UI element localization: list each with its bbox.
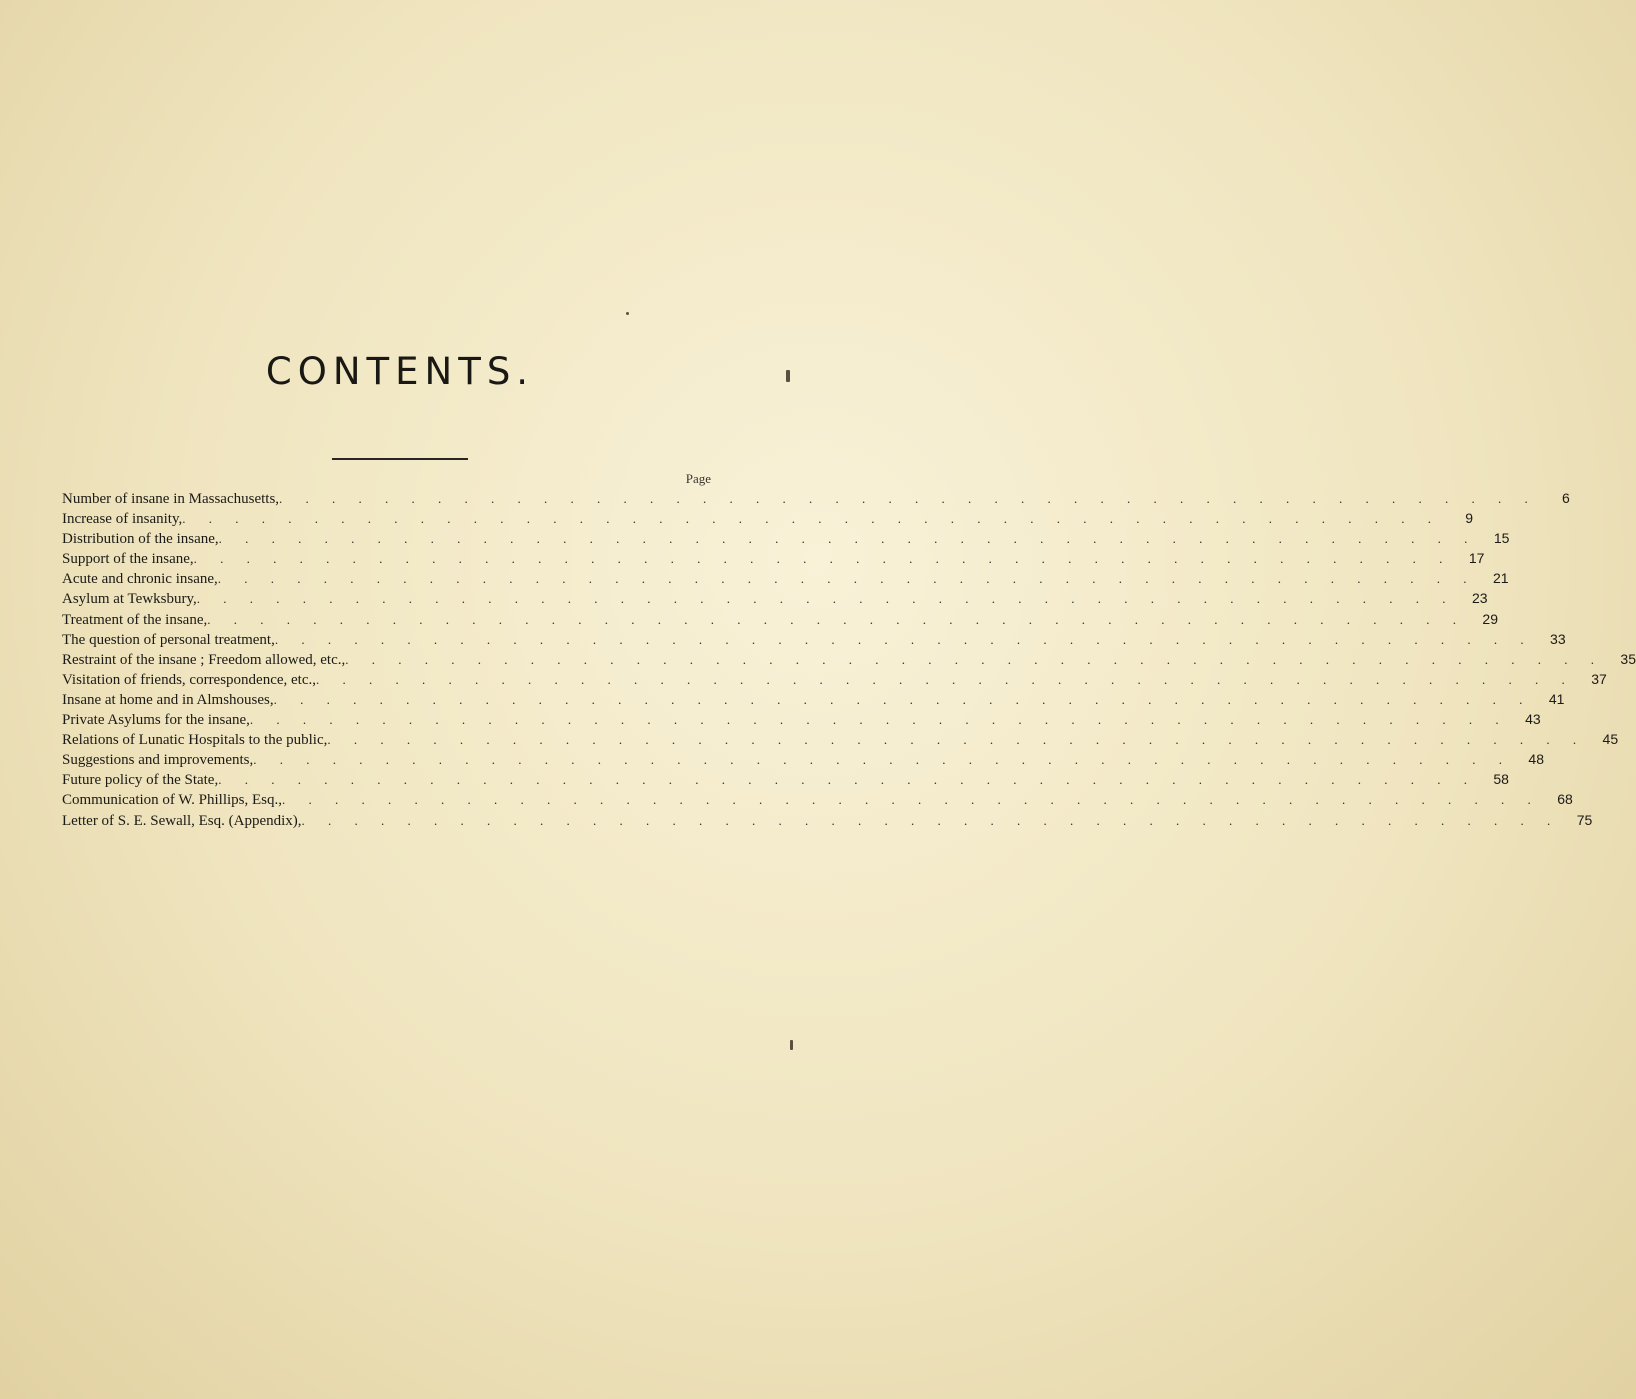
toc-entry-page: 21 [1492,570,1509,587]
dot-leader: . . . . . . . . . . . . . . . . . . . . . . . . . . . . . . . . . . . . . . . . . . . . . . . . [301,812,1561,828]
dot-leader: . . . . . . . . . . . . . . . . . . . . . . . . . . . . . . . . . . . . . . . . . . . . . . . . [217,571,1477,587]
toc-entry [62,508,1473,528]
toc-entry-page: 41 [1548,690,1565,707]
toc-entry-title: Letter of S. E. Sewall, Esq. (Appendix), [62,812,302,829]
toc-entry [62,669,1607,689]
toc-entry-title: Communication of W. Phillips, Esq., [62,792,283,809]
toc-entry-page: 48 [1528,751,1544,768]
paper-speck [790,1040,793,1050]
toc-entry-page: 68 [1557,791,1573,808]
toc-entry-page: 17 [1468,550,1485,567]
toc-entry [62,629,1566,649]
toc-entry [62,568,1509,588]
toc-entry [62,528,1510,548]
toc-entry-title: Increase of insanity, [62,511,183,528]
paper-speck [626,312,629,315]
toc-entry-page: 75 [1576,811,1593,828]
toc-entry [62,749,1544,769]
toc-entry-title: Private Asylums for the insane, [62,712,250,729]
dot-leader: . . . . . . . . . . . . . . . . . . . . . . . . . . . . . . . . . . . . . . . . . . . . . . . . [207,611,1466,627]
dot-leader: . . . . . . . . . . . . . . . . . . . . . . . . . . . . . . . . . . . . . . . . . . . . . . . . [316,671,1575,687]
toc-entry [62,649,1636,669]
toc-entry-title: Number of insane in Massachusetts, [62,491,280,507]
toc-entry [62,689,1565,709]
dot-leader: . . . . . . . . . . . . . . . . . . . . . . . . . . . . . . . . . . . . . . . . . . . . . . . . [196,591,1456,607]
toc-entry-page: 35 [1620,650,1636,667]
dot-leader: . . . . . . . . . . . . . . . . . . . . . . . . . . . . . . . . . . . . . . . . . . . . . . . . [273,691,1533,707]
toc-entry-page: 33 [1550,630,1566,647]
toc-entry-title: Asylum at Tewksbury, [62,591,197,608]
toc-entry-page: 29 [1482,610,1498,627]
dot-leader: . . . . . . . . . . . . . . . . . . . . . . . . . . . . . . . . . . . . . . . . . . . . . . . . [218,531,1478,547]
toc-entry [62,789,1573,809]
toc-entry-title: Future policy of the State, [62,772,219,789]
toc-entry-title: Distribution of the insane, [62,531,219,548]
toc-entry [62,709,1541,729]
toc-entry-title: Restraint of the insane ; Freedom allowed, etc., [62,651,346,668]
dot-leader: . . . . . . . . . . . . . . . . . . . . . . . . . . . . . . . . . . . . . . . . . . . . . . . . [193,551,1453,567]
toc-entry-title: The question of personal treatment, [62,631,275,648]
toc-entry-title: Visitation of friends, correspondence, etc., [62,671,317,688]
dot-leader: . . . . . . . . . . . . . . . . . . . . . . . . . . . . . . . . . . . . . . . . . . . . . . . . [182,511,1441,527]
toc-entry-page: 58 [1493,771,1509,788]
toc-entry-page: 23 [1471,590,1488,607]
dot-leader: . . . . . . . . . . . . . . . . . . . . . . . . . . . . . . . . . . . . . . . . . . . . . . . . [279,491,1538,506]
toc-entry [62,810,1593,830]
dot-leader: . . . . . . . . . . . . . . . . . . . . . . . . . . . . . . . . . . . . . . . . . . . . . . . . [274,631,1534,647]
dot-leader: . . . . . . . . . . . . . . . . . . . . . . . . . . . . . . . . . . . . . . . . . . . . . . . . [327,732,1587,748]
table-of-contents [62,488,1636,830]
page-title: CONTENTS. [265,350,535,393]
toc-entry-page: 6 [1562,490,1570,506]
paper-speck [786,370,790,382]
toc-entry-page: 9 [1465,510,1473,527]
toc-entry-title: Treatment of the insane, [62,611,208,628]
toc-entry-title: Support of the insane, [62,551,194,568]
toc-entry-title: Suggestions and improvements, [62,752,254,769]
toc-entry-page: 15 [1493,530,1510,547]
toc-entry-title: Acute and chronic insane, [62,571,218,588]
dot-leader: . . . . . . . . . . . . . . . . . . . . . . . . . . . . . . . . . . . . . . . . . . . . . . . . [253,752,1512,768]
toc-entry [62,769,1509,789]
title-rule [332,458,468,460]
dot-leader: . . . . . . . . . . . . . . . . . . . . . . . . . . . . . . . . . . . . . . . . . . . . . . . . [282,792,1541,808]
dot-leader: . . . . . . . . . . . . . . . . . . . . . . . . . . . . . . . . . . . . . . . . . . . . . . . . [218,772,1477,788]
page-column-heading: Page [685,471,711,486]
toc-entry [62,609,1498,629]
toc-entry [62,588,1488,608]
toc-entry-page: 37 [1591,670,1607,687]
toc-entry [62,488,1570,508]
toc-entry-page: 45 [1602,731,1619,748]
dot-leader: . . . . . . . . . . . . . . . . . . . . . . . . . . . . . . . . . . . . . . . . . . . . . . . . [249,712,1509,728]
toc-entry-page: 43 [1525,711,1541,728]
toc-entry [62,548,1485,568]
toc-entry-title: Insane at home and in Almshouses, [62,691,274,708]
toc-entry [62,729,1619,749]
toc-entry-title: Relations of Lunatic Hospitals to the public, [62,732,328,749]
dot-leader: . . . . . . . . . . . . . . . . . . . . . . . . . . . . . . . . . . . . . . . . . . . . . . . . [345,651,1604,667]
